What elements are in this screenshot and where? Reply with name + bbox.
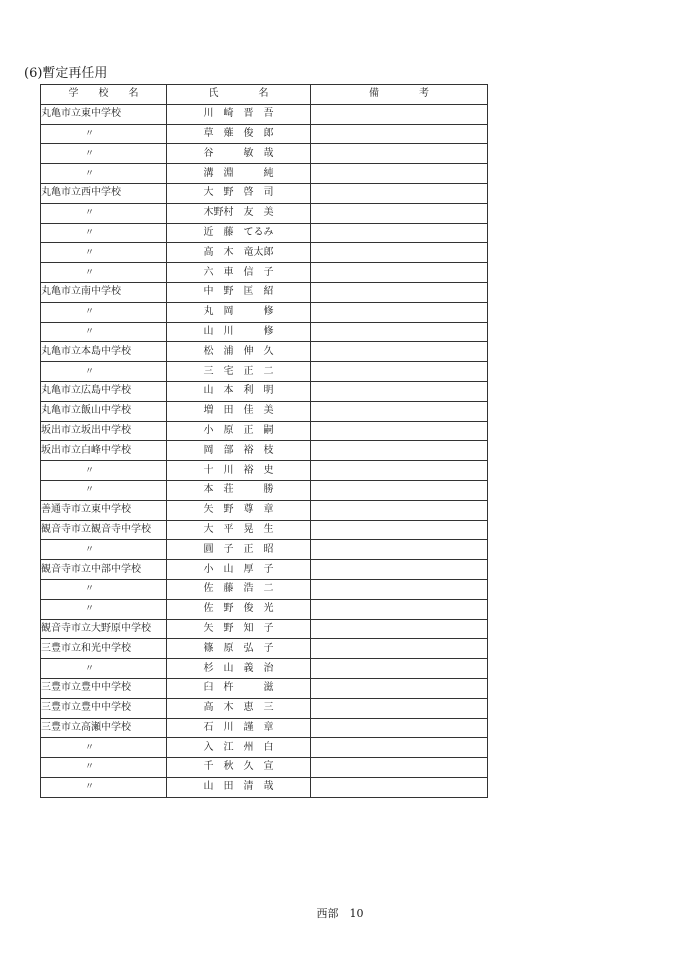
- remarks-cell: [311, 619, 488, 639]
- person-name-cell: 入 江 州 白: [167, 738, 311, 758]
- section-title: (6)暫定再任用: [24, 66, 108, 81]
- school-ditto-mark: 〃: [41, 164, 167, 184]
- school-ditto-mark: 〃: [41, 579, 167, 599]
- table-row: [41, 480, 488, 500]
- remarks-cell: [311, 461, 488, 481]
- table-row: [41, 520, 488, 540]
- person-name-cell: 山 本 利 明: [167, 381, 311, 401]
- table-row: [41, 282, 488, 302]
- table-row: [41, 738, 488, 758]
- person-name-cell: 増 田 佳 美: [167, 401, 311, 421]
- person-name-cell: 大 野 啓 司: [167, 183, 311, 203]
- remarks-cell: [311, 540, 488, 560]
- remarks-cell: [311, 718, 488, 738]
- school-name-cell: 観音寺市立大野原中学校: [41, 619, 167, 639]
- remarks-cell: [311, 480, 488, 500]
- person-name-cell: 臼 杵 滋: [167, 678, 311, 698]
- table-row: [41, 500, 488, 520]
- table-row: [41, 362, 488, 382]
- school-ditto-mark: 〃: [41, 777, 167, 797]
- person-name-cell: 矢 野 知 子: [167, 619, 311, 639]
- remarks-cell: [311, 599, 488, 619]
- person-name-cell: 谷 敏 哉: [167, 144, 311, 164]
- person-name-cell: 岡 部 裕 枝: [167, 441, 311, 461]
- school-ditto-mark: 〃: [41, 480, 167, 500]
- table-row: [41, 263, 488, 283]
- school-name-cell: 観音寺市立観音寺中学校: [41, 520, 167, 540]
- remarks-cell: [311, 520, 488, 540]
- remarks-cell: [311, 282, 488, 302]
- school-ditto-mark: 〃: [41, 302, 167, 322]
- person-name-cell: 木野村 友 美: [167, 203, 311, 223]
- remarks-cell: [311, 243, 488, 263]
- person-name-cell: 杉 山 義 治: [167, 659, 311, 679]
- remarks-cell: [311, 362, 488, 382]
- remarks-cell: [311, 659, 488, 679]
- table-row: [41, 144, 488, 164]
- table-row: [41, 381, 488, 401]
- table-row: [41, 441, 488, 461]
- school-name-cell: 丸亀市立飯山中学校: [41, 401, 167, 421]
- header-school: 学 校 名: [41, 85, 167, 105]
- table-header-row: [41, 85, 488, 105]
- person-name-cell: 千 秋 久 宣: [167, 758, 311, 778]
- table-row: [41, 777, 488, 797]
- person-name-cell: 溝 淵 純: [167, 164, 311, 184]
- remarks-cell: [311, 183, 488, 203]
- table-row: [41, 401, 488, 421]
- remarks-cell: [311, 500, 488, 520]
- school-name-cell: 三豊市立和光中学校: [41, 639, 167, 659]
- person-name-cell: 小 山 厚 子: [167, 560, 311, 580]
- school-name-cell: 観音寺市立中部中学校: [41, 560, 167, 580]
- table-row: [41, 560, 488, 580]
- table-row: [41, 322, 488, 342]
- remarks-cell: [311, 639, 488, 659]
- school-ditto-mark: 〃: [41, 738, 167, 758]
- school-name-cell: 丸亀市立西中学校: [41, 183, 167, 203]
- school-ditto-mark: 〃: [41, 203, 167, 223]
- school-ditto-mark: 〃: [41, 124, 167, 144]
- remarks-cell: [311, 421, 488, 441]
- remarks-cell: [311, 579, 488, 599]
- table-row: [41, 164, 488, 184]
- person-name-cell: 六 車 信 子: [167, 263, 311, 283]
- remarks-cell: [311, 381, 488, 401]
- school-ditto-mark: 〃: [41, 223, 167, 243]
- personnel-table: [40, 84, 488, 798]
- school-name-cell: 三豊市立豊中中学校: [41, 698, 167, 718]
- school-ditto-mark: 〃: [41, 243, 167, 263]
- remarks-cell: [311, 203, 488, 223]
- school-name-cell: 丸亀市立東中学校: [41, 104, 167, 124]
- school-name-cell: 丸亀市立広島中学校: [41, 381, 167, 401]
- school-name-cell: 三豊市立高瀬中学校: [41, 718, 167, 738]
- school-ditto-mark: 〃: [41, 540, 167, 560]
- remarks-cell: [311, 560, 488, 580]
- table-row: [41, 223, 488, 243]
- table-row: [41, 678, 488, 698]
- remarks-cell: [311, 124, 488, 144]
- table-row: [41, 124, 488, 144]
- person-name-cell: 大 平 晃 生: [167, 520, 311, 540]
- person-name-cell: 佐 藤 浩 二: [167, 579, 311, 599]
- person-name-cell: 山 田 清 哉: [167, 777, 311, 797]
- table-row: [41, 599, 488, 619]
- remarks-cell: [311, 322, 488, 342]
- table-row: [41, 659, 488, 679]
- remarks-cell: [311, 441, 488, 461]
- person-name-cell: 小 原 正 嗣: [167, 421, 311, 441]
- remarks-cell: [311, 144, 488, 164]
- person-name-cell: 三 宅 正 二: [167, 362, 311, 382]
- remarks-cell: [311, 342, 488, 362]
- table-row: [41, 579, 488, 599]
- person-name-cell: 佐 野 俊 光: [167, 599, 311, 619]
- person-name-cell: 草 薙 俊 郎: [167, 124, 311, 144]
- person-name-cell: 高 木 竜太郎: [167, 243, 311, 263]
- person-name-cell: 矢 野 尊 章: [167, 500, 311, 520]
- school-name-cell: 善通寺市立東中学校: [41, 500, 167, 520]
- person-name-cell: 山 川 修: [167, 322, 311, 342]
- person-name-cell: 中 野 匡 紹: [167, 282, 311, 302]
- remarks-cell: [311, 738, 488, 758]
- school-ditto-mark: 〃: [41, 362, 167, 382]
- remarks-cell: [311, 104, 488, 124]
- table-row: [41, 698, 488, 718]
- person-name-cell: 丸 岡 修: [167, 302, 311, 322]
- person-name-cell: 高 木 恵 三: [167, 698, 311, 718]
- person-name-cell: 近 藤 てるみ: [167, 223, 311, 243]
- remarks-cell: [311, 758, 488, 778]
- table-row: [41, 183, 488, 203]
- school-ditto-mark: 〃: [41, 758, 167, 778]
- table-row: [41, 639, 488, 659]
- school-ditto-mark: 〃: [41, 144, 167, 164]
- page-footer: 西部 10: [316, 907, 364, 920]
- remarks-cell: [311, 678, 488, 698]
- school-name-cell: 丸亀市立南中学校: [41, 282, 167, 302]
- school-ditto-mark: 〃: [41, 461, 167, 481]
- table-row: [41, 104, 488, 124]
- school-ditto-mark: 〃: [41, 322, 167, 342]
- table-row: [41, 342, 488, 362]
- school-ditto-mark: 〃: [41, 599, 167, 619]
- person-name-cell: 松 浦 伸 久: [167, 342, 311, 362]
- person-name-cell: 川 崎 晋 吾: [167, 104, 311, 124]
- table-row: [41, 540, 488, 560]
- school-name-cell: 丸亀市立本島中学校: [41, 342, 167, 362]
- remarks-cell: [311, 263, 488, 283]
- school-ditto-mark: 〃: [41, 659, 167, 679]
- school-name-cell: 三豊市立豊中中学校: [41, 678, 167, 698]
- remarks-cell: [311, 302, 488, 322]
- header-note: 備 考: [311, 85, 488, 105]
- table-row: [41, 718, 488, 738]
- person-name-cell: 石 川 謹 章: [167, 718, 311, 738]
- school-name-cell: 坂出市立白峰中学校: [41, 441, 167, 461]
- table-row: [41, 619, 488, 639]
- person-name-cell: 圓 子 正 昭: [167, 540, 311, 560]
- header-name: 氏 名: [167, 85, 311, 105]
- table-row: [41, 758, 488, 778]
- remarks-cell: [311, 164, 488, 184]
- school-ditto-mark: 〃: [41, 263, 167, 283]
- person-name-cell: 十 川 裕 史: [167, 461, 311, 481]
- table-row: [41, 203, 488, 223]
- remarks-cell: [311, 401, 488, 421]
- table-row: [41, 461, 488, 481]
- school-name-cell: 坂出市立坂出中学校: [41, 421, 167, 441]
- person-name-cell: 本 荘 勝: [167, 480, 311, 500]
- table-row: [41, 302, 488, 322]
- table-row: [41, 243, 488, 263]
- person-name-cell: 篠 原 弘 子: [167, 639, 311, 659]
- remarks-cell: [311, 698, 488, 718]
- remarks-cell: [311, 223, 488, 243]
- remarks-cell: [311, 777, 488, 797]
- table-row: [41, 421, 488, 441]
